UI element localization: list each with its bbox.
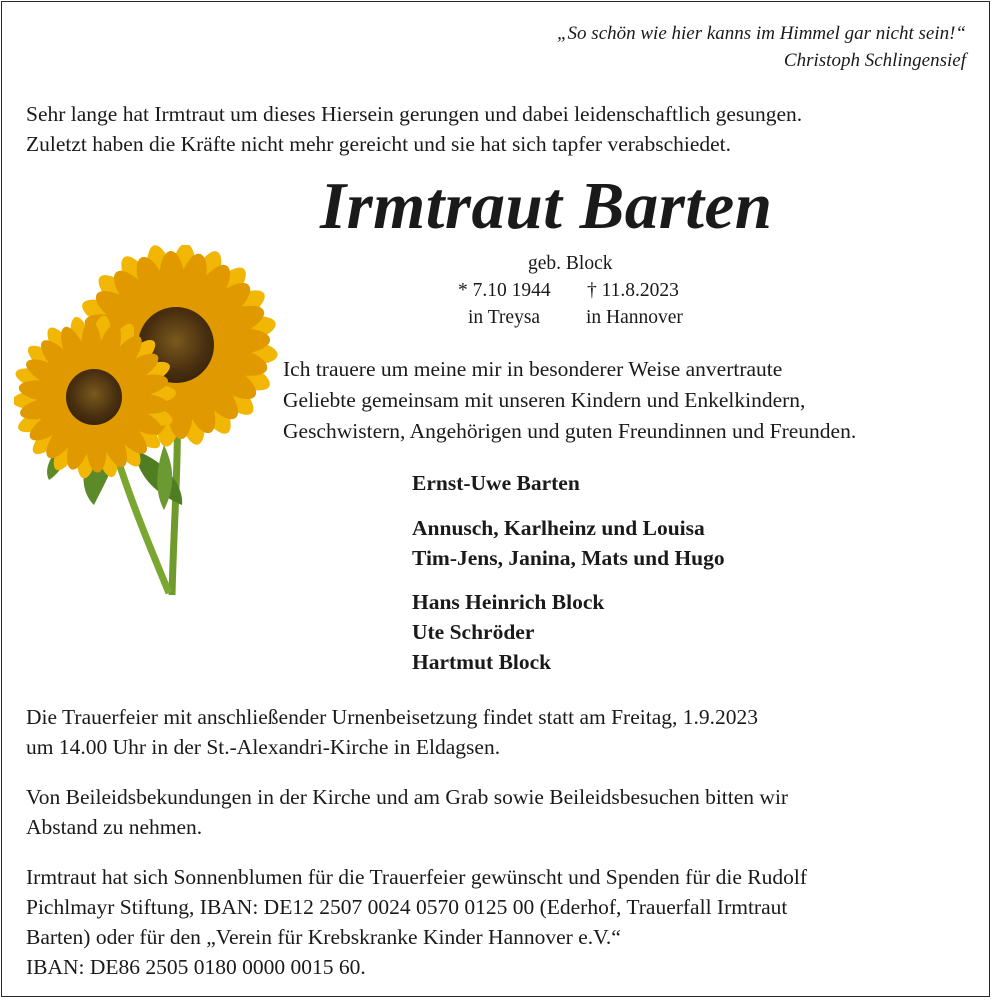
intro-line-1: Sehr lange hat Irmtraut um dieses Hiersein gerungen und dabei leidenschaftlich gesungen. (26, 102, 803, 126)
mourning-text (283, 354, 856, 447)
epigraph (557, 20, 966, 74)
ceremony-line-2: um 14.00 Uhr in der St.-Alexandri-Kirche in Eldagsen. (26, 735, 501, 759)
mourning-line-1: Ich trauere um meine mir in besonderer Weise anvertraute (283, 357, 783, 381)
epigraph-text: „So schön wie hier kanns im Himmel gar nicht sein!“ (556, 23, 966, 44)
sunflower-center (66, 369, 122, 425)
family-children: Annusch, Karlheinz und Louisa (412, 516, 705, 540)
family-sibling-2: Ute Schröder (412, 620, 535, 644)
family-sibling-3: Hartmut Block (412, 650, 552, 674)
donations-line-4: IBAN: DE86 2505 0180 0000 0015 60. (26, 955, 366, 979)
epigraph-author: Christoph Schlingensief (783, 50, 966, 71)
condolences-line-2: Abstand zu nehmen. (26, 815, 203, 839)
deceased-name: Irmtraut Barten (320, 169, 773, 243)
sunflower-illustration (14, 245, 279, 600)
mourning-line-2: Geliebte gemeinsam mit unseren Kindern und Enkelkindern, (283, 388, 806, 412)
death-place: in Hannover (586, 307, 683, 328)
donations-line-1: Irmtraut hat sich Sonnenblumen für die Trauerfeier gewünscht und Spenden für die Rudolf (26, 865, 807, 889)
donations-line-2: Pichlmayr Stiftung, IBAN: DE12 2507 0024 0570 0125 00 (Ederhof, Trauerfall Irmtraut (26, 895, 788, 919)
intro-line-2: Zuletzt haben die Kräfte nicht mehr gereicht und sie hat sich tapfer verabschiedet. (26, 132, 732, 156)
ceremony-line-1: Die Trauerfeier mit anschließender Urnenbeisetzung findet statt am Freitag, 1.9.2023 (26, 705, 758, 729)
leaf-3 (157, 445, 172, 510)
maiden-name: geb. Block (528, 253, 613, 274)
death-date: † 11.8.2023 (587, 280, 679, 301)
birth-place: in Treysa (468, 307, 541, 328)
condolences-line-1: Von Beileidsbekundungen in der Kirche und am Grab sowie Beileidsbesuchen bitten wir (26, 785, 789, 809)
mourning-line-3: Geschwistern, Angehörigen und guten Freundinnen und Freunden. (283, 419, 857, 443)
family-spouse: Ernst-Uwe Barten (412, 471, 580, 495)
birth-date: * 7.10 1944 (458, 280, 551, 301)
donations-line-3: Barten) oder für den „Verein für Krebskranke Kinder Hannover e.V.“ (26, 925, 621, 949)
family-grandchildren: Tim-Jens, Janina, Mats und Hugo (412, 546, 725, 570)
family-sibling-1: Hans Heinrich Block (412, 590, 605, 614)
